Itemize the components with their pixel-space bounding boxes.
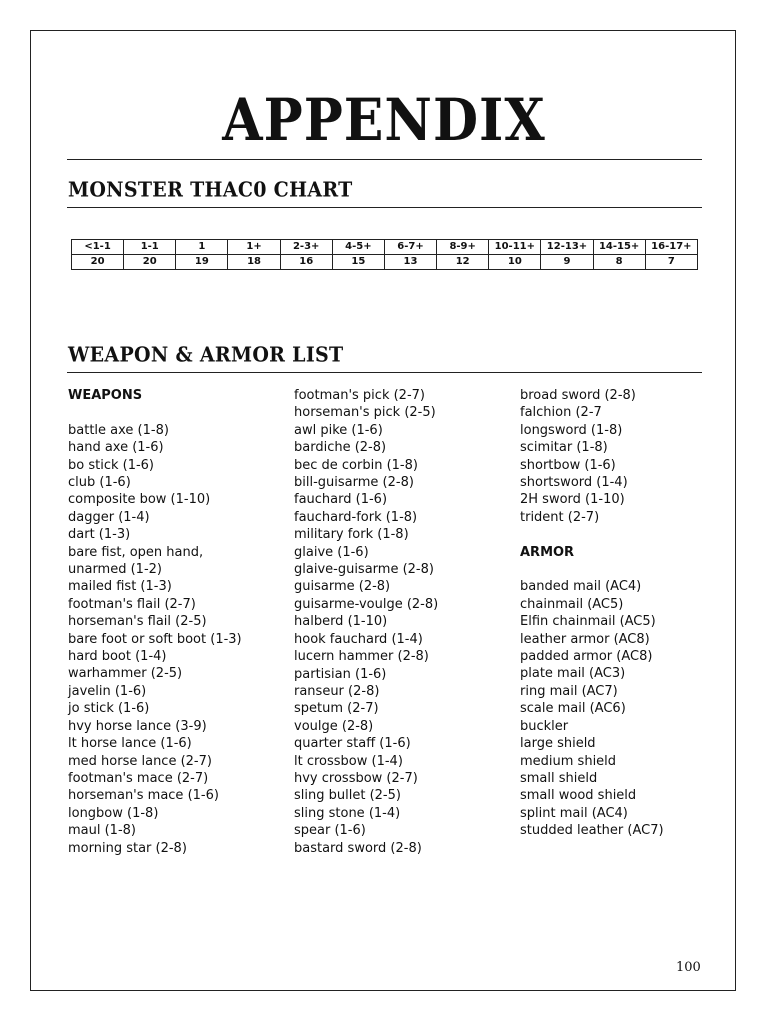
armor-entry: small shield: [520, 770, 598, 786]
armor-entry: ring mail (AC7): [520, 683, 618, 699]
weapon-entry: footman's pick (2-7): [294, 388, 425, 403]
armor-entry: leather armor (AC8): [520, 631, 650, 647]
weapon-entry: javelin (1-6): [68, 683, 147, 699]
weapon-entry: spetum (2-7): [294, 701, 379, 717]
armor-entry: medium shield: [520, 753, 617, 769]
weapon-entry: jo stick (1-6): [68, 701, 150, 717]
weapon-entry: 2H sword (1-10): [520, 492, 625, 508]
weapon-entry: bare foot or soft boot (1-3): [68, 631, 242, 647]
weapon-entry: longbow (1-8): [68, 805, 159, 821]
weapons-column-1: [68, 387, 242, 857]
weapon-armor-section-title: WEAPON & ARMOR LIST: [68, 343, 344, 368]
thaco-value-cell: 19: [176, 255, 228, 270]
weapon-entry: military fork (1-8): [294, 527, 409, 543]
armor-entry: small wood shield: [520, 788, 637, 804]
weapon-entry: mailed fist (1-3): [68, 579, 172, 595]
thaco-value-cell: 15: [332, 255, 384, 270]
weapon-entry: bardiche (2-8): [294, 440, 387, 456]
weapon-entry: morning star (2-8): [68, 840, 187, 856]
weapon-entry: bill-guisarme (2-8): [294, 475, 414, 491]
weapon-entry: horseman's mace (1-6): [68, 788, 219, 804]
weapon-entry: fauchard (1-6): [294, 492, 388, 508]
weapon-entry: maul (1-8): [68, 823, 136, 839]
weapon-entry: warhammer (2-5): [68, 666, 183, 682]
weapon-entry: footman's mace (2-7): [68, 770, 209, 786]
weapons-list-2: [294, 387, 438, 857]
weapon-entry: ranseur (2-8): [294, 683, 380, 699]
weapon-entry: halberd (1-10): [294, 614, 388, 630]
weapon-entry: trident (2-7): [520, 509, 600, 525]
hit-dice-cell: 1: [176, 240, 228, 255]
weapon-entry: shortbow (1-6): [520, 457, 616, 473]
page-title: APPENDIX: [222, 86, 546, 155]
weapon-entry: broad sword (2-8): [520, 388, 636, 403]
armor-entry: Elfin chainmail (AC5): [520, 614, 656, 630]
thaco-value-cell: 8: [593, 255, 645, 270]
thaco-value-cell: 18: [228, 255, 280, 270]
weapon-entry: falchion (2-7: [520, 405, 602, 421]
weapon-entry: battle axe (1-8): [68, 422, 169, 438]
weapon-entry: quarter staff (1-6): [294, 736, 411, 752]
weapons-column-2: [294, 387, 438, 857]
weapon-entry: hard boot (1-4): [68, 649, 167, 665]
weapon-entry: lt crossbow (1-4): [294, 753, 403, 769]
weapon-entry: awl pike (1-6): [294, 422, 383, 438]
thaco-value-cell: 9: [541, 255, 593, 270]
armor-entry: buckler: [520, 718, 569, 734]
weapon-entry: bo stick (1-6): [68, 457, 155, 473]
armor-list: [520, 578, 664, 839]
weapon-entry: sling bullet (2-5): [294, 788, 401, 804]
thaco-section-title: MONSTER THAC0 CHART: [68, 178, 353, 203]
armor-entry: splint mail (AC4): [520, 805, 628, 821]
page-number: 100: [676, 960, 701, 975]
weapon-entry: glaive (1-6): [294, 544, 369, 560]
thaco-value-cell: 10: [489, 255, 541, 270]
spacer: [520, 526, 664, 543]
weapon-entry: lucern hammer (2-8): [294, 649, 429, 665]
weapon-entry: horseman's flail (2-5): [68, 614, 207, 630]
weapon-entry: dart (1-3): [68, 527, 131, 543]
weapon-entry: lt horse lance (1-6): [68, 736, 192, 752]
weapon-entry: bec de corbin (1-8): [294, 457, 418, 473]
weapon-entry: footman's flail (2-7): [68, 596, 196, 612]
spacer: [520, 561, 664, 578]
armor-heading: ARMOR: [520, 544, 575, 560]
hit-dice-cell: 10-11+: [489, 240, 541, 255]
weapon-entry: hvy horse lance (3-9): [68, 718, 207, 734]
hit-dice-cell: 6-7+: [384, 240, 436, 255]
weapons-heading: WEAPONS: [68, 388, 143, 403]
weapon-entry: horseman's pick (2-5): [294, 405, 436, 421]
weapon-entry: longsword (1-8): [520, 422, 623, 438]
armor-entry: plate mail (AC3): [520, 666, 626, 682]
hit-dice-row: [72, 240, 698, 255]
weapons-list-1: [68, 422, 242, 857]
weapon-entry: glaive-guisarme (2-8): [294, 562, 434, 578]
weapon-entry: club (1-6): [68, 475, 131, 491]
weapon-entry: dagger (1-4): [68, 509, 150, 525]
weapon-entry: guisarme-voulge (2-8): [294, 596, 439, 612]
armor-entry: padded armor (AC8): [520, 649, 653, 665]
armor-entry: studded leather (AC7): [520, 823, 664, 839]
thaco-value-row: [72, 255, 698, 270]
weapon-entry: med horse lance (2-7): [68, 753, 212, 769]
weapon-entry: spear (1-6): [294, 823, 366, 839]
armor-entry: chainmail (AC5): [520, 596, 624, 612]
thaco-value-cell: 7: [645, 255, 697, 270]
weapon-entry: fauchard-fork (1-8): [294, 509, 418, 525]
thaco-value-cell: 12: [437, 255, 489, 270]
weapon-entry: sling stone (1-4): [294, 805, 401, 821]
weapon-entry: scimitar (1-8): [520, 440, 608, 456]
armor-entry: scale mail (AC6): [520, 701, 626, 717]
weapon-entry: hook fauchard (1-4): [294, 631, 423, 647]
thaco-section-divider: [67, 207, 702, 208]
armor-entry: banded mail (AC4): [520, 579, 642, 595]
weapon-entry: unarmed (1-2): [68, 562, 162, 578]
spacer: [68, 404, 242, 421]
thaco-value-cell: 16: [280, 255, 332, 270]
weapon-entry: partisian (1-6): [294, 666, 387, 682]
title-divider: [67, 159, 702, 160]
weapon-entry: voulge (2-8): [294, 718, 374, 734]
hit-dice-cell: 14-15+: [593, 240, 645, 255]
hit-dice-cell: 4-5+: [332, 240, 384, 255]
hit-dice-cell: <1-1: [72, 240, 124, 255]
thaco-value-cell: 20: [124, 255, 176, 270]
weapon-entry: shortsword (1-4): [520, 475, 628, 491]
hit-dice-cell: 1-1: [124, 240, 176, 255]
weapon-entry: hvy crossbow (2-7): [294, 770, 418, 786]
hit-dice-cell: 1+: [228, 240, 280, 255]
hit-dice-cell: 2-3+: [280, 240, 332, 255]
hit-dice-cell: 16-17+: [645, 240, 697, 255]
weapon-entry: composite bow (1-10): [68, 492, 211, 508]
thaco-value-cell: 20: [72, 255, 124, 270]
weapon-entry: bare fist, open hand,: [68, 544, 204, 560]
hit-dice-cell: 12-13+: [541, 240, 593, 255]
hit-dice-cell: 8-9+: [437, 240, 489, 255]
weapon-armor-section-divider: [67, 372, 702, 373]
weapon-entry: hand axe (1-6): [68, 440, 164, 456]
weapons-armor-column-3: [520, 387, 664, 840]
weapon-entry: guisarme (2-8): [294, 579, 391, 595]
thaco-table: [71, 239, 698, 270]
weapon-entry: bastard sword (2-8): [294, 840, 422, 856]
thaco-value-cell: 13: [384, 255, 436, 270]
weapons-list-3: [520, 387, 664, 526]
armor-entry: large shield: [520, 736, 596, 752]
